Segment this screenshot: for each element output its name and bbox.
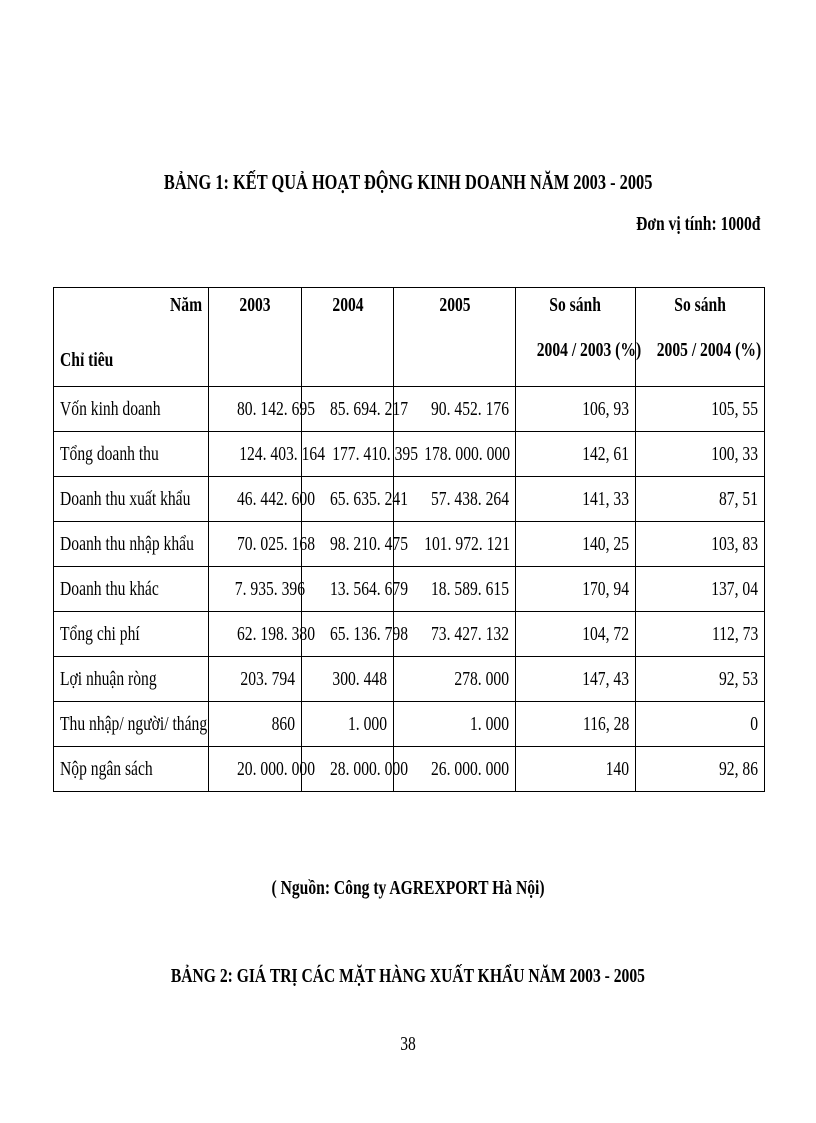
cell-2004-text: 1. 000: [348, 712, 387, 735]
cell-2003-text: 7. 935. 396: [234, 577, 305, 600]
cell-compare2-text: 87, 51: [719, 487, 758, 510]
cell-2004-text: 177. 410. 395: [332, 442, 418, 465]
cell-2004-text: 65. 635. 241: [330, 487, 408, 510]
row-label-text: Doanh thu xuất khẩu: [60, 487, 191, 510]
cell-2005: [394, 477, 516, 522]
cell-compare2: [636, 612, 765, 657]
cell-compare2: [636, 567, 765, 612]
cell-2004-text: 13. 564. 679: [330, 577, 408, 600]
cell-2005: [394, 387, 516, 432]
cell-2005: [394, 702, 516, 747]
cell-2003: [209, 612, 315, 657]
cell-compare1-text: 142, 61: [582, 442, 629, 465]
header-2003-text: 2003: [239, 294, 271, 316]
table1-title-text: BẢNG 1: KẾT QUẢ HOẠT ĐỘNG KINH DOANH NĂM 2003 - 2005: [163, 170, 653, 194]
cell-compare2-text: 100, 33: [711, 442, 758, 465]
header-2004: [302, 288, 394, 387]
table-row: [54, 522, 765, 567]
cell-2003: [209, 387, 315, 432]
cell-2003: [209, 657, 302, 702]
cell-2003: [209, 747, 315, 792]
table2-title: [0, 965, 816, 988]
cell-compare2: [636, 702, 765, 747]
cell-2003: [209, 432, 325, 477]
cell-compare2-text: 105, 55: [711, 397, 758, 420]
cell-compare1: [516, 747, 636, 792]
row-label: [54, 522, 209, 567]
cell-2004-text: 300. 448: [332, 667, 387, 690]
cell-2004: [302, 747, 408, 792]
cell-compare1-text: 106, 93: [582, 397, 629, 420]
cell-compare1: [516, 477, 636, 522]
page-number: [0, 1033, 816, 1056]
cell-2005-text: 57. 438. 264: [431, 487, 509, 510]
cell-2004: [302, 522, 408, 567]
cell-2005-text: 278. 000: [454, 667, 509, 690]
cell-compare1-text: 141, 33: [582, 487, 629, 510]
cell-2003-text: 46. 442. 600: [237, 487, 315, 510]
table-header-row: [54, 288, 765, 387]
cell-2004-text: 98. 210. 475: [330, 532, 408, 555]
row-label: [54, 432, 209, 477]
cell-compare1-text: 140: [605, 757, 629, 780]
cell-compare2-text: 0: [750, 712, 758, 735]
row-label-text: Doanh thu nhập khẩu: [60, 532, 194, 555]
row-label: [54, 477, 209, 522]
table1-title: [0, 170, 816, 195]
row-label: [54, 567, 209, 612]
cell-compare1-text: 104, 72: [582, 622, 629, 645]
cell-2005: [394, 747, 516, 792]
cell-compare1: [516, 387, 636, 432]
row-label-text: Vốn kinh doanh: [60, 397, 161, 420]
cell-compare1-text: 116, 28: [582, 712, 629, 735]
cell-compare1-text: 147, 43: [582, 667, 629, 690]
cell-compare2-text: 92, 86: [719, 757, 758, 780]
row-label-text: Tổng chi phí: [60, 622, 140, 645]
cell-compare2: [636, 522, 765, 567]
header-compare-2005-2004: [636, 288, 765, 387]
cell-compare2: [636, 477, 765, 522]
cell-2005: [394, 657, 516, 702]
cell-2004: [302, 477, 408, 522]
cell-compare2: [636, 747, 765, 792]
row-label-text: Doanh thu khác: [60, 577, 159, 600]
row-label-text: Nộp ngân sách: [60, 757, 153, 780]
cell-compare2-text: 103, 83: [711, 532, 758, 555]
cell-2005: [394, 522, 516, 567]
cell-compare2-text: 137, 04: [711, 577, 758, 600]
cell-2005-text: 178. 000. 000: [424, 442, 510, 465]
cell-2003-text: 80. 142. 695: [237, 397, 315, 420]
cell-compare1: [516, 432, 636, 477]
cell-2004-text: 28. 000. 000: [330, 757, 408, 780]
unit-text: Đơn vị tính: 1000đ: [635, 213, 760, 235]
cell-2003-text: 20. 000. 000: [237, 757, 315, 780]
cell-compare2: [636, 432, 765, 477]
table2-title-text: BẢNG 2: GIÁ TRỊ CÁC MẶT HÀNG XUẤT KHẨU NĂM 2003 - 2005: [170, 965, 646, 987]
cell-2004-text: 65. 136. 798: [330, 622, 408, 645]
cell-compare2-text: 112, 73: [711, 622, 758, 645]
table-row: [54, 567, 765, 612]
cell-2003: [209, 567, 305, 612]
row-label: [54, 657, 209, 702]
header-2005-text: 2005: [438, 294, 471, 316]
header-2004-text: 2004: [331, 294, 364, 316]
header-2003: [209, 288, 302, 387]
cell-2003: [209, 522, 315, 567]
cell-2003-text: 203. 794: [240, 667, 295, 690]
cell-compare2-text: 92, 53: [719, 667, 758, 690]
cell-2003-text: 62. 198. 380: [237, 622, 315, 645]
cell-compare1-text: 140, 25: [582, 532, 629, 555]
header-corner-cell: [54, 288, 209, 387]
cell-2005-text: 26. 000. 000: [431, 757, 509, 780]
cell-2005-text: 101. 972. 121: [424, 532, 510, 555]
cell-2004: [302, 702, 394, 747]
cell-2003: [209, 702, 302, 747]
unit-label: [601, 213, 760, 236]
row-label: [54, 387, 209, 432]
cell-compare1: [516, 522, 636, 567]
row-label: [54, 612, 209, 657]
cell-2004: [302, 387, 408, 432]
cell-2004: [302, 567, 408, 612]
cell-2005-text: 90. 452. 176: [431, 397, 509, 420]
business-results-table: [53, 287, 765, 792]
cell-compare2: [636, 657, 765, 702]
row-label-text: Lợi nhuận ròng: [60, 667, 157, 690]
row-label-text: Tổng doanh thu: [60, 442, 159, 465]
cell-2004: [302, 657, 394, 702]
cell-compare2: [636, 387, 765, 432]
cell-2005-text: 18. 589. 615: [431, 577, 509, 600]
table-row: [54, 612, 765, 657]
cell-2005-text: 73. 427. 132: [431, 622, 509, 645]
cell-compare1-text: 170, 94: [582, 577, 629, 600]
table-row: [54, 387, 765, 432]
header-indicator-label: Chỉ tiêu: [60, 349, 114, 371]
header-compare1-line1: So sánh: [549, 294, 602, 316]
source-note: [0, 877, 816, 900]
cell-2003: [209, 477, 315, 522]
cell-2005: [394, 567, 516, 612]
table-row: [54, 432, 765, 477]
header-compare1-line2: 2004 / 2003 (%): [536, 339, 642, 361]
row-label-text: Thu nhập/ người/ tháng: [60, 712, 208, 735]
cell-2003-text: 124. 403. 164: [239, 442, 325, 465]
header-year-label: Năm: [169, 294, 202, 316]
cell-2005-text: 1. 000: [470, 712, 509, 735]
cell-2004-text: 85. 694. 217: [330, 397, 408, 420]
cell-2003-text: 70. 025. 168: [237, 532, 315, 555]
page-number-text: 38: [400, 1033, 416, 1055]
cell-compare1: [516, 567, 636, 612]
table-row: [54, 747, 765, 792]
table-row: [54, 702, 765, 747]
row-label: [54, 747, 209, 792]
cell-compare1: [516, 702, 636, 747]
cell-compare1: [516, 612, 636, 657]
source-note-text: ( Nguồn: Công ty AGREXPORT Hà Nội): [271, 877, 545, 899]
cell-2005: [394, 612, 516, 657]
cell-2003-text: 860: [271, 712, 295, 735]
header-compare2-line1: So sánh: [674, 294, 726, 316]
cell-compare1: [516, 657, 636, 702]
header-compare-2004-2003: [516, 288, 642, 387]
header-2005: [394, 288, 516, 387]
header-compare2-line2: 2005 / 2004 (%): [656, 339, 762, 361]
row-label: [54, 702, 209, 747]
cell-2004: [302, 612, 408, 657]
table-row: [54, 657, 765, 702]
table-row: [54, 477, 765, 522]
